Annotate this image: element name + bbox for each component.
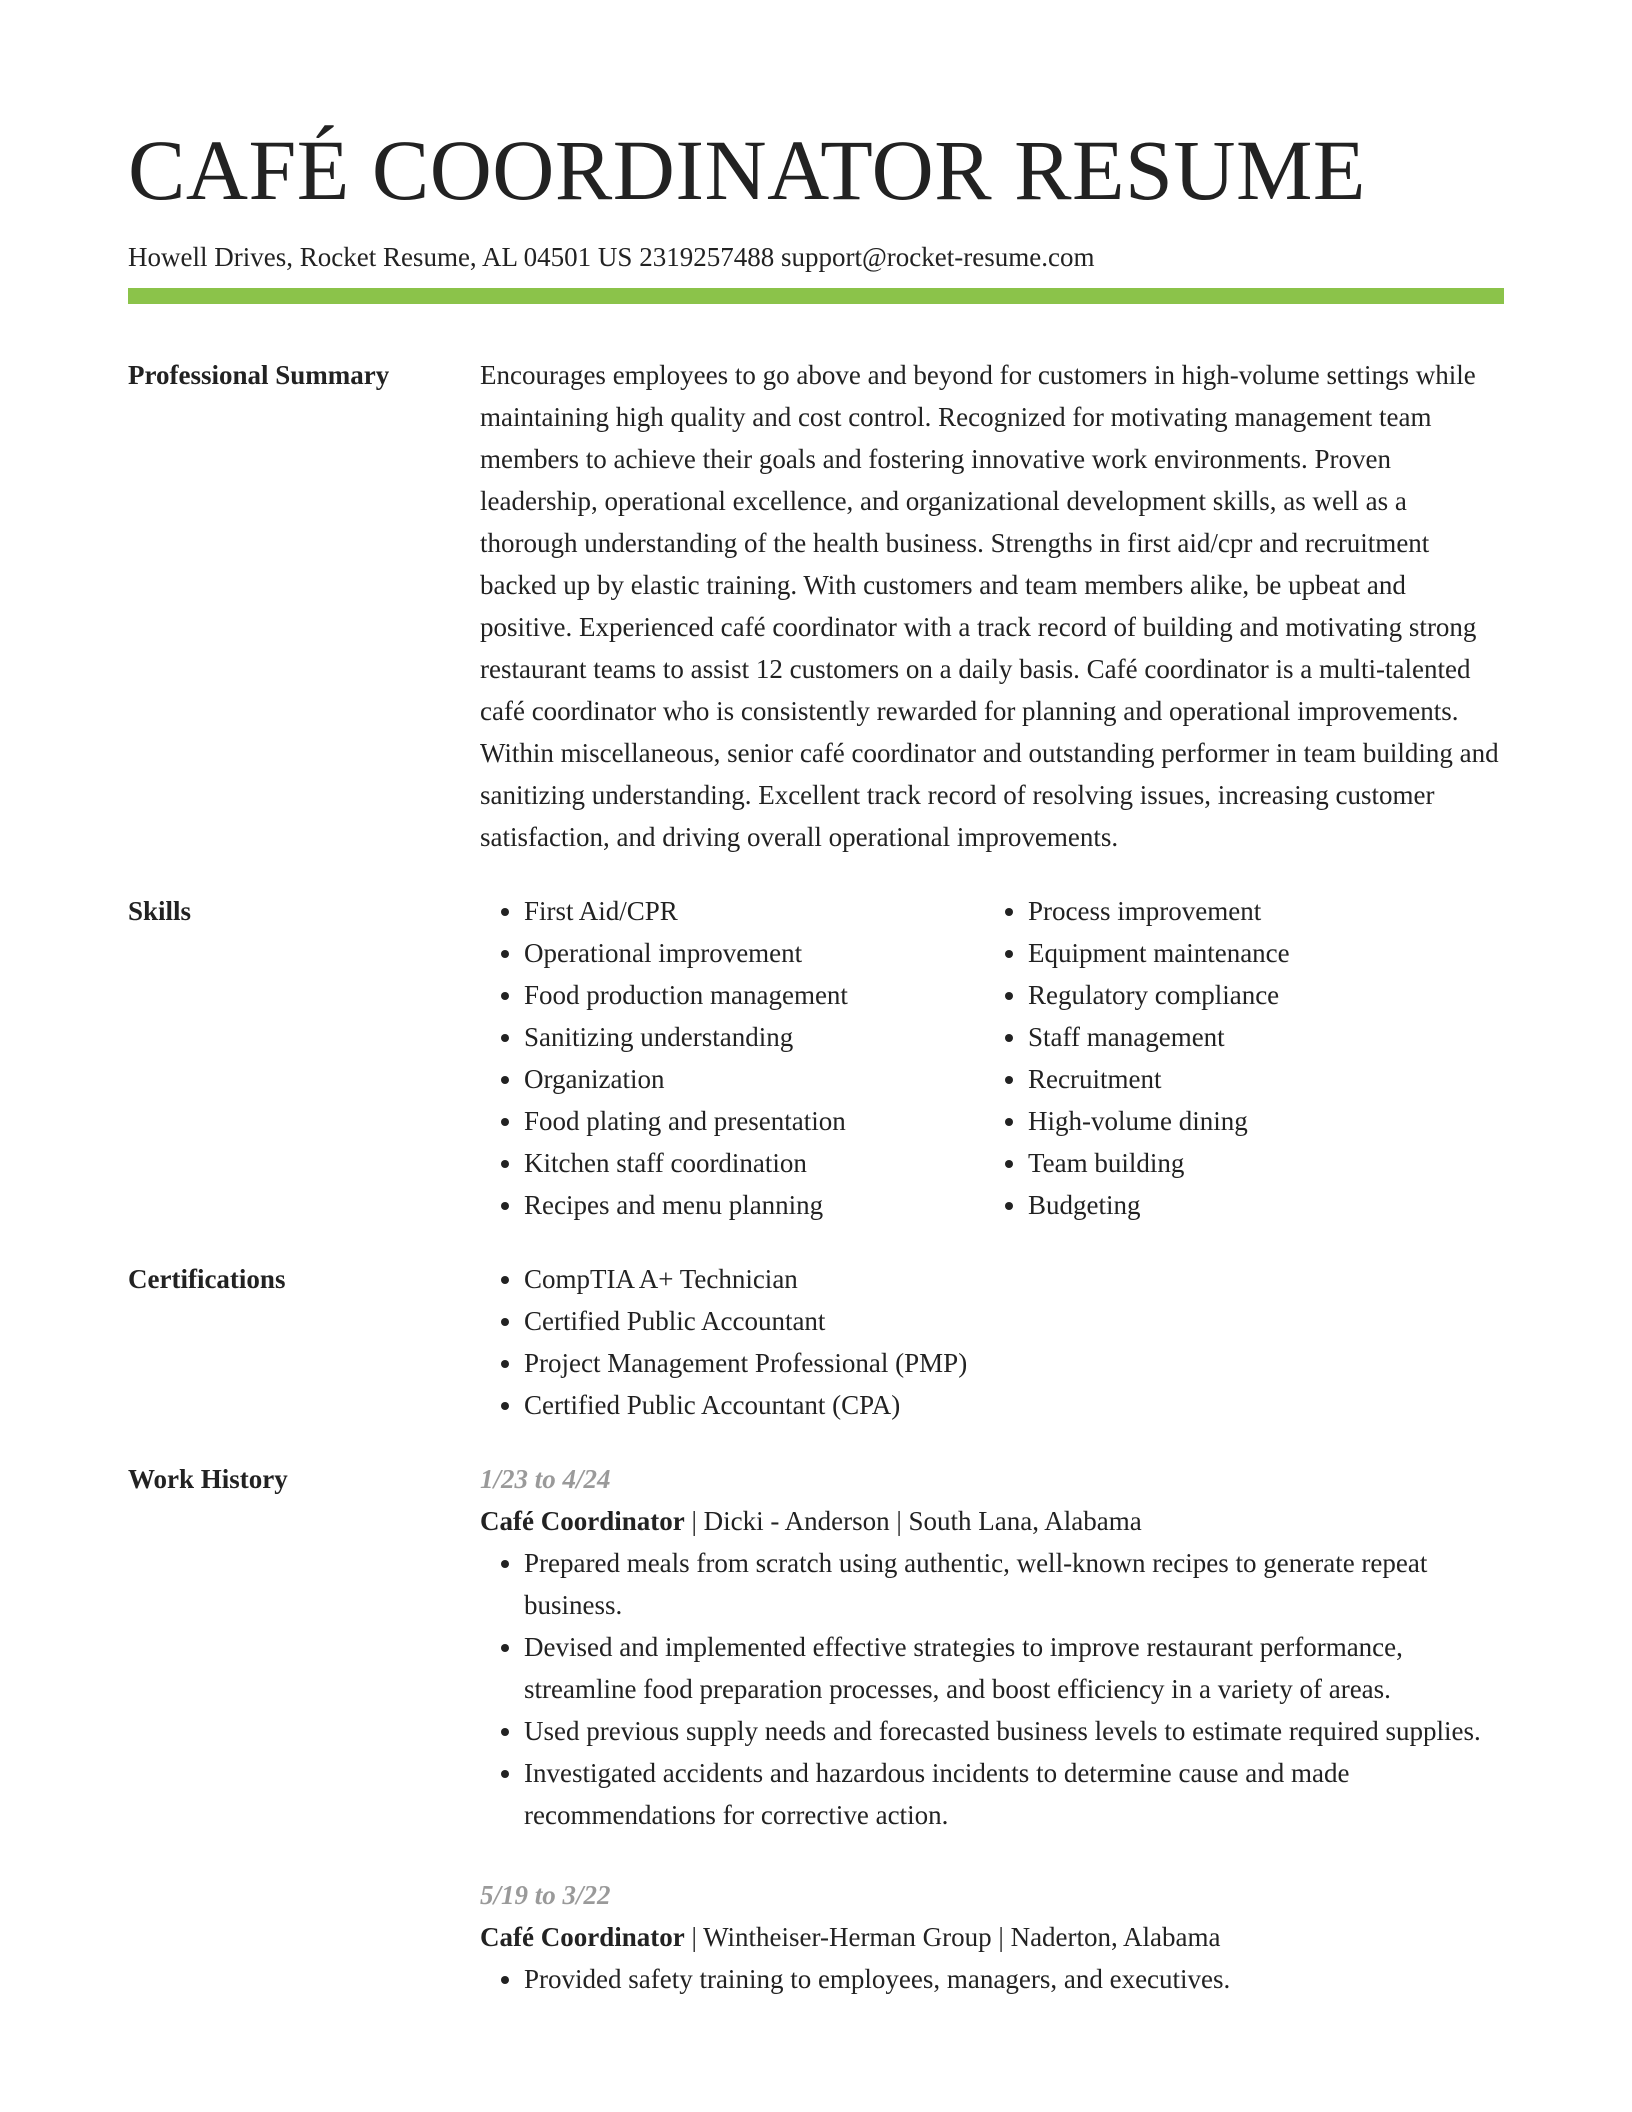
skills-body: [480, 890, 1504, 1226]
skill-item: • Organization: [524, 1058, 984, 1100]
certification-item: • Certified Public Accountant (CPA): [524, 1384, 1504, 1426]
skills-section: [128, 890, 1504, 1226]
contact-line: Howell Drives, Rocket Resume, AL 04501 US 2319257488 support@rocket-resume.com: [128, 242, 1095, 272]
header-divider: [128, 288, 1504, 304]
skill-item: • Food production management: [524, 974, 984, 1016]
summary-text: Encourages employees to go above and beyond for customers in high-volume settings while maintaining high quality and cost control. Recognized for motivating management team members to achieve their goals and fostering innovative work environments. Proven leadership, operational excellence, and organizational development skills, as well as a thorough understanding of the health business. Strengths in first aid/cpr and recruitment backed up by elastic training. With customers and team members alike, be upbeat and positive. Experienced café coordinator with a track record of building and motivating strong restaurant teams to assist 12 customers on a daily basis. Café coordinator is a multi-talented café coordinator who is consistently rewarded for planning and operational improvements. Within miscellaneous, senior café coordinator and outstanding performer in team building and sanitizing understanding. Excellent track record of resolving issues, increasing customer satisfaction, and driving overall operational improvements.: [480, 360, 1499, 852]
skills-column-left: [480, 890, 984, 1226]
skill-item: • Team building: [1028, 1142, 1488, 1184]
job-header: [480, 1500, 1504, 1542]
job-bullet: • Investigated accidents and hazardous incidents to determine cause and made recommendations for corrective action.: [524, 1752, 1504, 1836]
certifications-section: [128, 1258, 1504, 1426]
summary-body: [480, 354, 1504, 858]
skill-item: • Sanitizing understanding: [524, 1016, 984, 1058]
skill-item: • Regulatory compliance: [1028, 974, 1488, 1016]
certifications-list: [480, 1258, 1504, 1426]
job-dates: 5/19 to 3/22: [480, 1880, 611, 1910]
job-bullets: [480, 1958, 1504, 2000]
job-entry: [480, 1458, 1504, 1836]
skill-item: • Process improvement: [1028, 890, 1488, 932]
skill-item: • High-volume dining: [1028, 1100, 1488, 1142]
skills-heading: Skills: [128, 896, 192, 926]
summary-heading: Professional Summary: [128, 360, 390, 390]
job-title: Café Coordinator: [480, 1506, 685, 1536]
certifications-body: [480, 1258, 1504, 1426]
job-bullets: [480, 1542, 1504, 1836]
summary-section: [128, 354, 1504, 858]
skill-item: • Operational improvement: [524, 932, 984, 974]
resume-page: [128, 0, 1504, 2038]
skill-item: • Recruitment: [1028, 1058, 1488, 1100]
job-dates: 1/23 to 4/24: [480, 1464, 611, 1494]
job-bullet: • Used previous supply needs and forecasted business levels to estimate required supplies.: [524, 1710, 1504, 1752]
certifications-heading: Certifications: [128, 1264, 286, 1294]
job-bullet: • Devised and implemented effective strategies to improve restaurant performance, streamline food preparation processes, and boost efficiency in a variety of areas.: [524, 1626, 1504, 1710]
job-title: Café Coordinator: [480, 1922, 685, 1952]
skill-item: • Equipment maintenance: [1028, 932, 1488, 974]
skill-item: • Kitchen staff coordination: [524, 1142, 984, 1184]
skill-item: • Budgeting: [1028, 1184, 1488, 1226]
skills-list-right: [984, 890, 1488, 1226]
skill-item: • Staff management: [1028, 1016, 1488, 1058]
job-header: [480, 1916, 1504, 1958]
job-bullet: • Provided safety training to employees, managers, and executives.: [524, 1958, 1504, 2000]
skill-item: • First Aid/CPR: [524, 890, 984, 932]
skill-item: • Food plating and presentation: [524, 1100, 984, 1142]
skill-item: • Recipes and menu planning: [524, 1184, 984, 1226]
job-entry: [480, 1874, 1504, 2000]
work-history-heading: Work History: [128, 1464, 288, 1494]
certification-item: • Certified Public Accountant: [524, 1300, 1504, 1342]
job-employer-location: | Wintheiser-Herman Group | Naderton, Alabama: [684, 1922, 1221, 1952]
certification-item: • Project Management Professional (PMP): [524, 1342, 1504, 1384]
job-employer-location: | Dicki - Anderson | South Lana, Alabama: [684, 1506, 1142, 1536]
certification-item: • CompTIA A+ Technician: [524, 1258, 1504, 1300]
job-bullet: • Prepared meals from scratch using authentic, well-known recipes to generate repeat business.: [524, 1542, 1504, 1626]
skills-list-left: [480, 890, 984, 1226]
resume-title: CAFÉ COORDINATOR RESUME: [128, 122, 1366, 218]
work-history-section: [128, 1458, 1504, 2038]
skills-column-right: [984, 890, 1488, 1226]
work-history-body: [480, 1458, 1504, 2038]
